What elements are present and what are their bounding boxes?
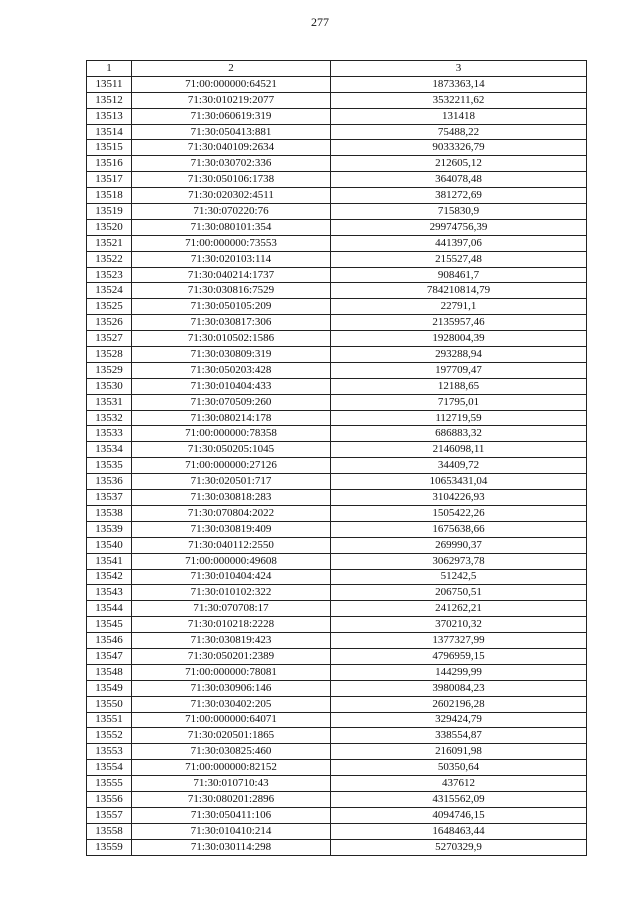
cadastral-number-cell: 71:30:040214:1737 (132, 267, 331, 283)
table-row (87, 410, 587, 426)
cadastral-number-cell: 71:00:000000:27126 (132, 458, 331, 474)
value-cell: 4315562,09 (331, 791, 587, 807)
row-number-cell: 13513 (87, 108, 132, 124)
value-cell: 269990,37 (331, 537, 587, 553)
cadastral-number-cell: 71:30:010502:1586 (132, 331, 331, 347)
value-cell: 206750,51 (331, 585, 587, 601)
value-cell: 112719,59 (331, 410, 587, 426)
table-row (87, 553, 587, 569)
value-cell: 293288,94 (331, 347, 587, 363)
cadastral-number-cell: 71:30:050105:209 (132, 299, 331, 315)
row-number-cell: 13551 (87, 712, 132, 728)
cadastral-number-cell: 71:00:000000:78081 (132, 664, 331, 680)
row-number-cell: 13530 (87, 378, 132, 394)
value-cell: 329424,79 (331, 712, 587, 728)
row-number-cell: 13534 (87, 442, 132, 458)
row-number-cell: 13514 (87, 124, 132, 140)
table-row (87, 680, 587, 696)
row-number-cell: 13535 (87, 458, 132, 474)
cadastral-number-cell: 71:30:010102:322 (132, 585, 331, 601)
value-cell: 381272,69 (331, 188, 587, 204)
cadastral-number-cell: 71:30:080101:354 (132, 219, 331, 235)
value-cell: 241262,21 (331, 601, 587, 617)
cadastral-number-cell: 71:30:070509:260 (132, 394, 331, 410)
page-number: 277 (311, 15, 329, 29)
value-cell: 2146098,11 (331, 442, 587, 458)
cadastral-number-cell: 71:30:010404:424 (132, 569, 331, 585)
cadastral-number-cell: 71:00:000000:73553 (132, 235, 331, 251)
cadastral-number-cell: 71:30:040109:2634 (132, 140, 331, 156)
table-row (87, 839, 587, 855)
row-number-cell: 13536 (87, 474, 132, 490)
row-number-cell: 13549 (87, 680, 132, 696)
row-number-cell: 13511 (87, 76, 132, 92)
cadastral-value-table (86, 60, 587, 856)
table-row (87, 140, 587, 156)
row-number-cell: 13558 (87, 823, 132, 839)
row-number-cell: 13543 (87, 585, 132, 601)
cadastral-number-cell: 71:30:080214:178 (132, 410, 331, 426)
cadastral-number-cell: 71:30:030702:336 (132, 156, 331, 172)
table-row (87, 299, 587, 315)
row-number-cell: 13527 (87, 331, 132, 347)
row-number-cell: 13555 (87, 776, 132, 792)
cadastral-number-cell: 71:00:000000:78358 (132, 426, 331, 442)
value-cell: 1377327,99 (331, 633, 587, 649)
row-number-cell: 13515 (87, 140, 132, 156)
value-cell: 75488,22 (331, 124, 587, 140)
table-row (87, 712, 587, 728)
value-cell: 3980084,23 (331, 680, 587, 696)
table-row (87, 92, 587, 108)
table-row (87, 458, 587, 474)
cadastral-number-cell: 71:30:010218:2228 (132, 617, 331, 633)
value-cell: 50350,64 (331, 760, 587, 776)
row-number-cell: 13553 (87, 744, 132, 760)
table-row (87, 442, 587, 458)
value-cell: 370210,32 (331, 617, 587, 633)
table-row (87, 807, 587, 823)
cadastral-number-cell: 71:30:020501:1865 (132, 728, 331, 744)
table-row (87, 267, 587, 283)
value-cell: 5270329,9 (331, 839, 587, 855)
row-number-cell: 13559 (87, 839, 132, 855)
table-header-row (87, 61, 587, 77)
table-row (87, 617, 587, 633)
value-cell: 4094746,15 (331, 807, 587, 823)
value-cell: 1675638,66 (331, 521, 587, 537)
column-header-cadastral-number: 2 (132, 61, 331, 77)
cadastral-number-cell: 71:30:030819:409 (132, 521, 331, 537)
value-cell: 4796959,15 (331, 648, 587, 664)
row-number-cell: 13541 (87, 553, 132, 569)
value-cell: 1648463,44 (331, 823, 587, 839)
cadastral-number-cell: 71:30:030819:423 (132, 633, 331, 649)
value-cell: 131418 (331, 108, 587, 124)
row-number-cell: 13524 (87, 283, 132, 299)
table-row (87, 347, 587, 363)
table-row (87, 251, 587, 267)
table-row (87, 172, 587, 188)
value-cell: 34409,72 (331, 458, 587, 474)
cadastral-number-cell: 71:30:060619:319 (132, 108, 331, 124)
cadastral-number-cell: 71:30:070220:76 (132, 204, 331, 220)
cadastral-number-cell: 71:00:000000:64071 (132, 712, 331, 728)
cadastral-number-cell: 71:00:000000:64521 (132, 76, 331, 92)
table-row (87, 283, 587, 299)
table-row (87, 362, 587, 378)
cadastral-number-cell: 71:30:010219:2077 (132, 92, 331, 108)
table-row (87, 744, 587, 760)
table-row (87, 776, 587, 792)
cadastral-number-cell: 71:30:050205:1045 (132, 442, 331, 458)
row-number-cell: 13532 (87, 410, 132, 426)
value-cell: 22791,1 (331, 299, 587, 315)
row-number-cell: 13517 (87, 172, 132, 188)
row-number-cell: 13520 (87, 219, 132, 235)
table-row (87, 490, 587, 506)
cadastral-number-cell: 71:30:010404:433 (132, 378, 331, 394)
row-number-cell: 13537 (87, 490, 132, 506)
row-number-cell: 13521 (87, 235, 132, 251)
row-number-cell: 13556 (87, 791, 132, 807)
table-row (87, 474, 587, 490)
row-number-cell: 13544 (87, 601, 132, 617)
row-number-cell: 13554 (87, 760, 132, 776)
row-number-cell: 13516 (87, 156, 132, 172)
table-row (87, 315, 587, 331)
row-number-cell: 13512 (87, 92, 132, 108)
value-cell: 1505422,26 (331, 505, 587, 521)
cadastral-number-cell: 71:30:030402:205 (132, 696, 331, 712)
cadastral-number-cell: 71:30:010710:43 (132, 776, 331, 792)
table-row (87, 76, 587, 92)
value-cell: 197709,47 (331, 362, 587, 378)
value-cell: 12188,65 (331, 378, 587, 394)
cadastral-number-cell: 71:30:080201:2896 (132, 791, 331, 807)
row-number-cell: 13519 (87, 204, 132, 220)
row-number-cell: 13547 (87, 648, 132, 664)
cadastral-number-cell: 71:00:000000:82152 (132, 760, 331, 776)
cadastral-number-cell: 71:30:050203:428 (132, 362, 331, 378)
cadastral-number-cell: 71:30:030816:7529 (132, 283, 331, 299)
value-cell: 686883,32 (331, 426, 587, 442)
table-row (87, 219, 587, 235)
table-row (87, 585, 587, 601)
value-cell: 212605,12 (331, 156, 587, 172)
value-cell: 3532211,62 (331, 92, 587, 108)
cadastral-number-cell: 71:30:030114:298 (132, 839, 331, 855)
cadastral-number-cell: 71:30:020501:717 (132, 474, 331, 490)
value-cell: 3104226,93 (331, 490, 587, 506)
table-row (87, 633, 587, 649)
row-number-cell: 13548 (87, 664, 132, 680)
row-number-cell: 13533 (87, 426, 132, 442)
table-row (87, 648, 587, 664)
row-number-cell: 13526 (87, 315, 132, 331)
row-number-cell: 13529 (87, 362, 132, 378)
row-number-cell: 13550 (87, 696, 132, 712)
value-cell: 144299,99 (331, 664, 587, 680)
value-cell: 29974756,39 (331, 219, 587, 235)
row-number-cell: 13531 (87, 394, 132, 410)
row-number-cell: 13557 (87, 807, 132, 823)
cadastral-number-cell: 71:30:050201:2389 (132, 648, 331, 664)
row-number-cell: 13539 (87, 521, 132, 537)
row-number-cell: 13552 (87, 728, 132, 744)
table-row (87, 188, 587, 204)
table-row (87, 791, 587, 807)
table-row (87, 823, 587, 839)
value-cell: 71795,01 (331, 394, 587, 410)
cadastral-number-cell: 71:30:050411:106 (132, 807, 331, 823)
table-row (87, 505, 587, 521)
table-row (87, 378, 587, 394)
cadastral-number-cell: 71:30:030906:146 (132, 680, 331, 696)
value-cell: 338554,87 (331, 728, 587, 744)
value-cell: 441397,06 (331, 235, 587, 251)
cadastral-number-cell: 71:30:030809:319 (132, 347, 331, 363)
table-row (87, 696, 587, 712)
table-row (87, 394, 587, 410)
row-number-cell: 13518 (87, 188, 132, 204)
table-row (87, 204, 587, 220)
cadastral-number-cell: 71:30:070804:2022 (132, 505, 331, 521)
cadastral-number-cell: 71:30:020302:4511 (132, 188, 331, 204)
table-row (87, 601, 587, 617)
table-row (87, 521, 587, 537)
value-cell: 908461,7 (331, 267, 587, 283)
value-cell: 2135957,46 (331, 315, 587, 331)
value-cell: 3062973,78 (331, 553, 587, 569)
row-number-cell: 13538 (87, 505, 132, 521)
cadastral-number-cell: 71:30:030817:306 (132, 315, 331, 331)
cadastral-number-cell: 71:30:030818:283 (132, 490, 331, 506)
value-cell: 1873363,14 (331, 76, 587, 92)
table-row (87, 664, 587, 680)
table-row (87, 331, 587, 347)
cadastral-number-cell: 71:30:010410:214 (132, 823, 331, 839)
table-row (87, 426, 587, 442)
table-body (87, 76, 587, 855)
row-number-cell: 13522 (87, 251, 132, 267)
cadastral-number-cell: 71:30:050106:1738 (132, 172, 331, 188)
table-row (87, 760, 587, 776)
row-number-cell: 13546 (87, 633, 132, 649)
cadastral-number-cell: 71:30:070708:17 (132, 601, 331, 617)
value-cell: 784210814,79 (331, 283, 587, 299)
column-header-value: 3 (331, 61, 587, 77)
cadastral-number-cell: 71:30:040112:2550 (132, 537, 331, 553)
table-row (87, 108, 587, 124)
row-number-cell: 13523 (87, 267, 132, 283)
value-cell: 364078,48 (331, 172, 587, 188)
row-number-cell: 13542 (87, 569, 132, 585)
table-row (87, 235, 587, 251)
value-cell: 10653431,04 (331, 474, 587, 490)
row-number-cell: 13528 (87, 347, 132, 363)
value-cell: 1928004,39 (331, 331, 587, 347)
table-row (87, 569, 587, 585)
value-cell: 216091,98 (331, 744, 587, 760)
value-cell: 51242,5 (331, 569, 587, 585)
table-row (87, 156, 587, 172)
value-cell: 715830,9 (331, 204, 587, 220)
row-number-cell: 13545 (87, 617, 132, 633)
column-header-number: 1 (87, 61, 132, 77)
table-row (87, 728, 587, 744)
cadastral-number-cell: 71:30:030825:460 (132, 744, 331, 760)
cadastral-number-cell: 71:00:000000:49608 (132, 553, 331, 569)
cadastral-number-cell: 71:30:050413:881 (132, 124, 331, 140)
row-number-cell: 13540 (87, 537, 132, 553)
cadastral-number-cell: 71:30:020103:114 (132, 251, 331, 267)
table-row (87, 124, 587, 140)
value-cell: 215527,48 (331, 251, 587, 267)
value-cell: 437612 (331, 776, 587, 792)
table-row (87, 537, 587, 553)
value-cell: 2602196,28 (331, 696, 587, 712)
row-number-cell: 13525 (87, 299, 132, 315)
value-cell: 9033326,79 (331, 140, 587, 156)
